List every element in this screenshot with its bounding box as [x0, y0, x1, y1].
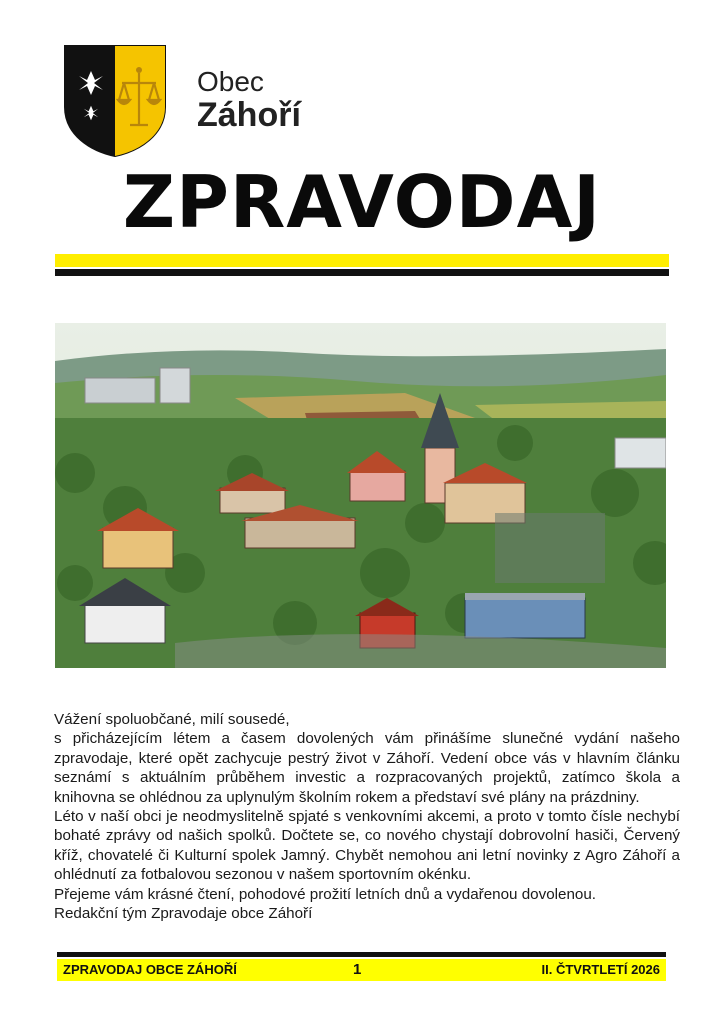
footer-rule — [57, 952, 666, 957]
municipality-prefix: Obec — [197, 66, 264, 97]
letter-paragraph: Přejeme vám krásné čtení, pohodové prožití letních dnů a vydařenou dovolenou. — [54, 885, 597, 903]
accent-rule — [55, 254, 669, 267]
footer-publication: ZPRAVODAJ OBCE ZÁHOŘÍ — [63, 962, 237, 977]
editorial-letter — [54, 710, 680, 923]
letter-signature: Redakční tým Zpravodaje obce Záhoří — [54, 905, 313, 923]
letter-paragraph: Léto v naší obci je neodmyslitelně spjaté s venkovními akcemi, a proto v tomto čísle nechybí bohaté zprávy od našich spolků. Dočtete se, co nového chystají dobrovolní hasiči, Červený kříž, chovatelé či Kulturní spolek Jamný. Chybět nemohou ani letní novinky z Agro Záhoří a ohlédnutí za fotbalovou sezonou v našem sportovním okénku. — [54, 808, 680, 884]
dark-rule — [55, 269, 669, 276]
municipality-name: Záhoří — [197, 96, 301, 134]
municipality-wordmark — [197, 67, 301, 133]
letter-greeting: Vážení spoluobčané, milí sousedé, — [54, 711, 290, 728]
page-number: 1 — [353, 961, 362, 978]
municipal-crest-icon — [64, 45, 166, 157]
letter-paragraph: s přicházejícím létem a časem dovolených vám přinášíme slunečné vydání našeho zpravodaje, které opět zachycuje pestrý život v Záhoří. Vedení obce vás v hlavním článku seznámí s aktuálním průběhem investic a rozpracovaných projektů, zatímco škola a knihovna se ohlédnou za uplynulým školním rokem a představí své plány na prázdniny. — [54, 730, 680, 806]
footer-band — [57, 959, 666, 981]
village-aerial-illustration — [55, 323, 666, 668]
newsletter-title: ZPRAVODAJ — [122, 160, 602, 244]
footer-issue: II. ČTVRTLETÍ 2026 — [541, 962, 660, 977]
